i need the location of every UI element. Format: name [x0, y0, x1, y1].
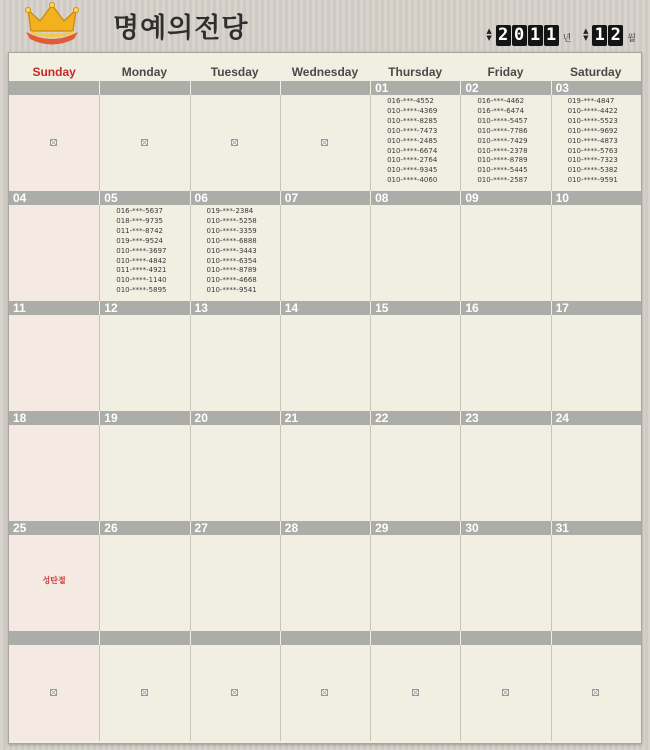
day-cell[interactable]: [99, 425, 189, 521]
winner-entry: 010-****-7323: [567, 156, 618, 165]
day-cells-row: [9, 205, 641, 301]
day-number: 01: [370, 81, 460, 95]
winner-entry: 019-***-9524: [116, 236, 163, 245]
day-number: 31: [551, 521, 641, 535]
day-cell[interactable]: [460, 95, 550, 191]
year-digit: 2: [496, 25, 511, 46]
winner-entry: 011-****-4921: [116, 266, 167, 275]
day-number: 13: [190, 301, 280, 315]
weekday-monday: Monday: [121, 65, 168, 79]
day-number: 05: [99, 191, 189, 205]
day-number: 29: [370, 521, 460, 535]
broken-image-icon: [321, 139, 328, 146]
broken-image-icon: [592, 689, 599, 696]
day-number: 12: [99, 301, 189, 315]
month-digit: 2: [608, 25, 623, 46]
day-number: [460, 631, 550, 645]
day-number: 18: [13, 411, 27, 425]
month-digit: 1: [592, 25, 607, 46]
winner-entry: 011-***-8742: [116, 226, 163, 235]
year-digit: 1: [528, 25, 543, 46]
page-title: 명예의전당: [113, 13, 249, 44]
day-number-bar: [9, 81, 641, 95]
day-cell[interactable]: [551, 205, 641, 301]
weekday-saturday: Saturday: [570, 65, 622, 79]
day-cell[interactable]: [280, 315, 370, 411]
winner-entry: 010-****-4842: [116, 256, 167, 265]
day-cell[interactable]: [370, 425, 460, 521]
day-cell[interactable]: [280, 205, 370, 301]
year-digit: 0: [512, 25, 527, 46]
day-cell[interactable]: [190, 425, 280, 521]
broken-image-icon: [50, 139, 57, 146]
weekday-thursday: Thursday: [388, 65, 443, 79]
winner-list: [552, 95, 641, 186]
month-unit-label: 월: [627, 34, 636, 44]
day-number: [280, 631, 370, 645]
winner-entry: 010-****-3443: [206, 246, 257, 255]
calendar-week: [9, 411, 641, 521]
day-cell[interactable]: [99, 95, 189, 191]
winner-entry: 010-****-4422: [567, 106, 618, 115]
day-number: 03: [551, 81, 641, 95]
year-unit-label: 년: [562, 34, 572, 44]
day-number: 21: [280, 411, 370, 425]
winner-entry: 019-***-4847: [567, 97, 615, 105]
day-cell[interactable]: [190, 645, 280, 741]
day-cell[interactable]: [280, 95, 370, 191]
year-digit: 1: [544, 25, 559, 46]
day-number: 14: [280, 301, 370, 315]
day-cell[interactable]: [551, 425, 641, 521]
winner-entry: 010-****-9345: [387, 166, 438, 175]
day-cell[interactable]: [551, 315, 641, 411]
weekday-sunday: Sunday: [32, 65, 76, 79]
winner-entry: 010-****-8789: [206, 266, 257, 275]
day-cell[interactable]: [460, 645, 550, 741]
winner-list: [191, 205, 280, 296]
day-number: [9, 631, 99, 645]
day-cell[interactable]: [190, 205, 280, 301]
winner-entry: 010-****-4060: [387, 176, 438, 185]
day-number: 08: [370, 191, 460, 205]
day-number: 06: [190, 191, 280, 205]
day-number: [99, 631, 189, 645]
winner-entry: 010-****-7473: [387, 126, 438, 135]
weekday-wednesday: Wednesday: [291, 65, 359, 79]
winner-entry: 010-****-6354: [206, 256, 257, 265]
winner-entry: 010-****-5457: [477, 116, 528, 125]
day-number: 22: [370, 411, 460, 425]
day-number: 02: [460, 81, 550, 95]
year-spinner-icon[interactable]: ▲ ▼: [486, 27, 492, 42]
winner-entry: 010-****-4369: [387, 106, 438, 115]
weekday-tuesday: Tuesday: [210, 65, 259, 79]
calendar-week: [9, 631, 641, 741]
day-cell[interactable]: [370, 205, 460, 301]
winner-entry: 010-****-6888: [206, 236, 257, 245]
broken-image-icon: [231, 139, 238, 146]
day-number: 09: [460, 191, 550, 205]
broken-image-icon: [141, 139, 148, 146]
day-cell[interactable]: [99, 645, 189, 741]
day-cells-row: [9, 535, 641, 631]
winner-entry: 010-****-4873: [567, 136, 618, 145]
day-number: 07: [280, 191, 370, 205]
day-cell[interactable]: [9, 95, 99, 191]
day-number-bar: [9, 521, 641, 535]
day-number: 26: [99, 521, 189, 535]
day-number: [190, 81, 280, 95]
day-cell[interactable]: [551, 645, 641, 741]
day-cell[interactable]: [9, 425, 99, 521]
day-number: 16: [460, 301, 550, 315]
winner-entry: 010-****-5763: [567, 146, 618, 155]
winner-entry: 010-****-5445: [477, 166, 528, 175]
day-cell[interactable]: [460, 315, 550, 411]
day-number: [190, 631, 280, 645]
weekday-friday: Friday: [487, 65, 524, 79]
day-number: 11: [13, 301, 26, 315]
day-cell[interactable]: [370, 645, 460, 741]
winner-entry: 016-***-6474: [477, 106, 525, 115]
day-number: 30: [460, 521, 550, 535]
day-number: 19: [99, 411, 189, 425]
month-spinner-icon[interactable]: ▲ ▼: [583, 27, 589, 42]
day-number-bar: [9, 411, 641, 425]
calendar-week: [9, 521, 641, 631]
day-cell[interactable]: [190, 95, 280, 191]
winner-entry: 010-****-3359: [206, 226, 257, 235]
day-cell[interactable]: [280, 535, 370, 631]
day-cell[interactable]: [99, 205, 189, 301]
winner-entry: 010-****-6674: [387, 146, 438, 155]
day-cell[interactable]: [370, 535, 460, 631]
winner-entry: 010-****-8285: [387, 116, 438, 125]
broken-image-icon: [321, 689, 328, 696]
winner-entry: 010-****-2485: [387, 136, 438, 145]
weekday-header-row: [9, 53, 641, 81]
day-cell[interactable]: [99, 535, 189, 631]
winner-entry: 018-***-9735: [116, 216, 163, 225]
winner-entry: 010-****-5895: [116, 286, 167, 295]
day-number: 27: [190, 521, 280, 535]
day-number: 04: [13, 191, 27, 205]
day-number: 28: [280, 521, 370, 535]
winner-entry: 019-***-2384: [206, 207, 254, 215]
calendar-week: [9, 191, 641, 301]
day-cells-row: [9, 95, 641, 191]
winner-entry: 010-****-9541: [206, 286, 257, 295]
winner-entry: 010-****-2764: [387, 156, 438, 165]
day-cell[interactable]: [99, 315, 189, 411]
winner-entry: 010-****-9591: [567, 176, 618, 185]
day-cell[interactable]: [460, 205, 550, 301]
day-cell[interactable]: [190, 315, 280, 411]
day-number: [551, 631, 641, 645]
day-cell[interactable]: [9, 315, 99, 411]
winner-entry: 010-****-8789: [477, 156, 528, 165]
day-cell[interactable]: [370, 315, 460, 411]
holiday-label: 성탄절: [42, 576, 66, 585]
day-cell[interactable]: [280, 425, 370, 521]
day-number: 24: [551, 411, 641, 425]
day-cell[interactable]: [460, 535, 550, 631]
winner-entry: 010-****-5258: [206, 216, 257, 225]
broken-image-icon: [231, 689, 238, 696]
day-number: 25: [13, 521, 27, 535]
day-cell[interactable]: [551, 95, 641, 191]
day-number: [99, 81, 189, 95]
day-cell[interactable]: [9, 645, 99, 741]
day-number-bar: [9, 301, 641, 315]
calendar-week: [9, 81, 641, 191]
day-cell[interactable]: [370, 95, 460, 191]
winner-entry: 010-****-9692: [567, 126, 618, 135]
winner-entry: 010-****-7786: [477, 126, 528, 135]
broken-image-icon: [502, 689, 509, 696]
winner-entry: 010-****-5382: [567, 166, 618, 175]
crown-logo-icon: [22, 2, 82, 46]
winner-entry: 010-****-2378: [477, 146, 528, 155]
day-cells-row: [9, 645, 641, 741]
page-header: [0, 0, 650, 52]
winner-entry: 010-****-3697: [116, 246, 167, 255]
winner-entry: 010-****-4668: [206, 276, 257, 285]
day-number: [370, 631, 460, 645]
day-number: 15: [370, 301, 460, 315]
winner-list: [100, 205, 189, 296]
day-cell[interactable]: [280, 645, 370, 741]
calendar-week: [9, 301, 641, 411]
winner-list: [461, 95, 550, 186]
day-number: 17: [551, 301, 641, 315]
winner-entry: 010-****-7429: [477, 136, 528, 145]
broken-image-icon: [141, 689, 148, 696]
day-number-bar: [9, 631, 641, 645]
broken-image-icon: [412, 689, 419, 696]
winner-list: [371, 95, 460, 186]
date-picker: [485, 24, 636, 46]
day-number: [9, 81, 99, 95]
winner-entry: 010-****-5523: [567, 116, 618, 125]
winner-entry: 010-****-1140: [116, 276, 167, 285]
calendar: [8, 52, 642, 744]
day-number: 10: [551, 191, 641, 205]
day-cell[interactable]: [9, 535, 99, 631]
day-cells-row: [9, 315, 641, 411]
day-cell[interactable]: [9, 205, 99, 301]
day-cell[interactable]: [190, 535, 280, 631]
winner-entry: 010-****-2587: [477, 176, 528, 185]
day-cell[interactable]: [460, 425, 550, 521]
day-number: 23: [460, 411, 550, 425]
broken-image-icon: [50, 689, 57, 696]
winner-entry: 016-***-4552: [387, 97, 434, 105]
winner-entry: 016-***-4462: [477, 97, 525, 105]
day-number: [280, 81, 370, 95]
day-number-bar: [9, 191, 641, 205]
day-cell[interactable]: [551, 535, 641, 631]
winner-entry: 016-***-5637: [116, 207, 163, 215]
day-cells-row: [9, 425, 641, 521]
day-number: 20: [190, 411, 280, 425]
